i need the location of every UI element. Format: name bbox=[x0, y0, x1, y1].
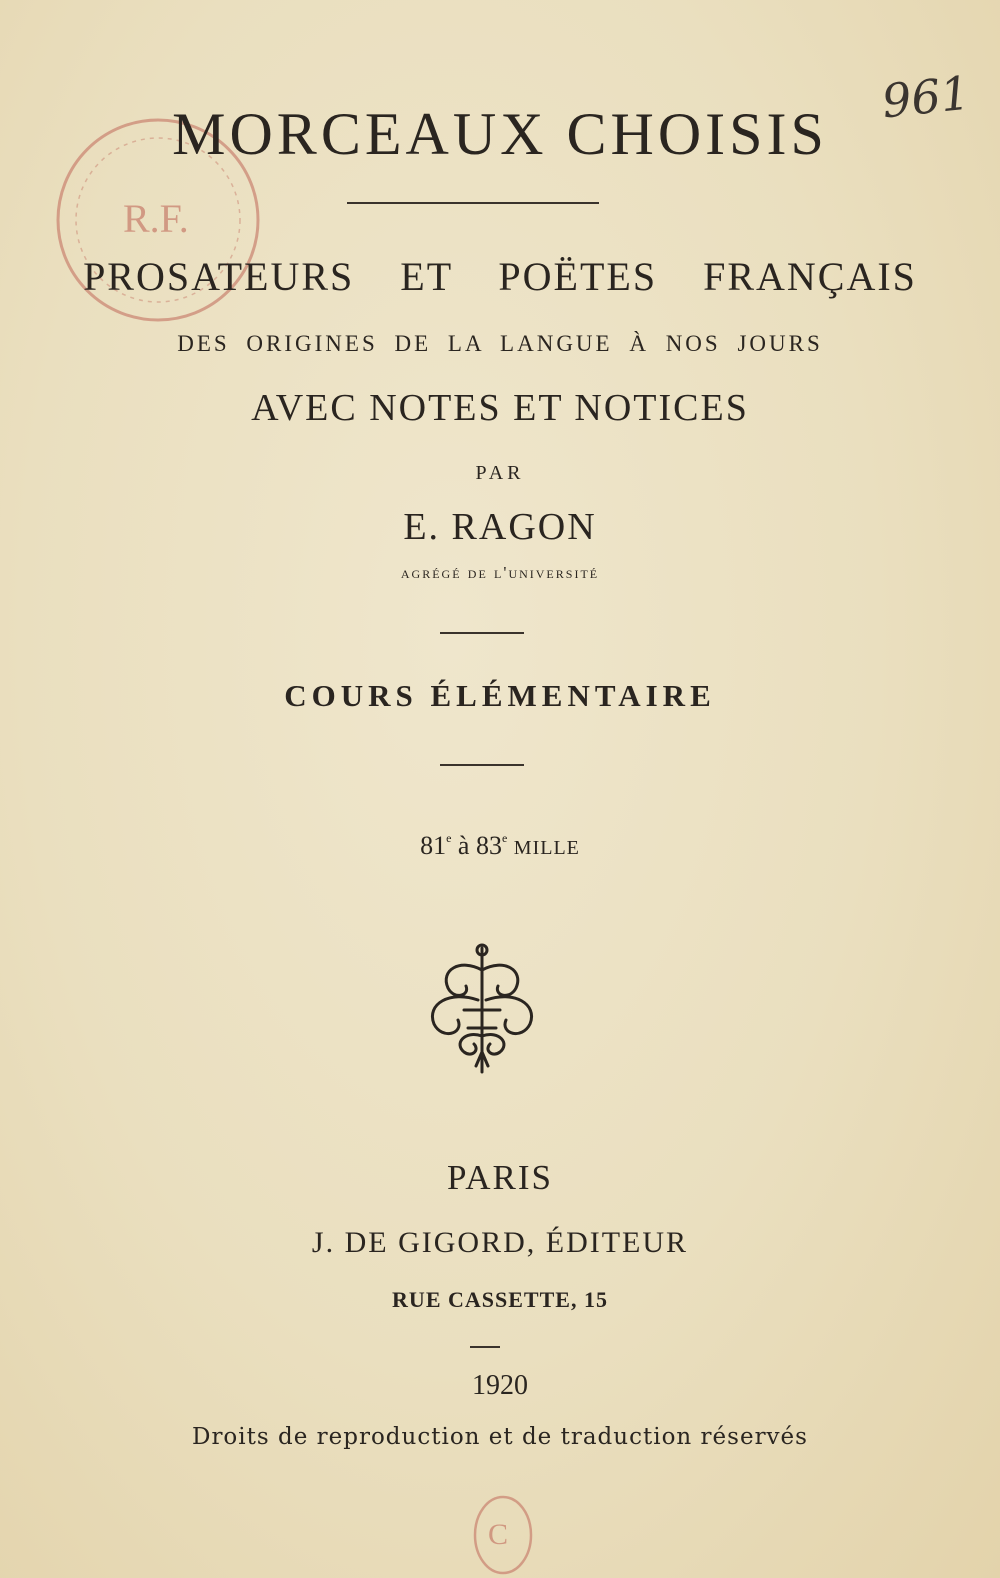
divider-rule bbox=[440, 632, 524, 634]
bottom-stamp bbox=[470, 1492, 536, 1578]
publisher-city: PARIS bbox=[447, 1158, 553, 1197]
book-title: MORCEAUX CHOISIS bbox=[172, 101, 828, 167]
publisher-address: RUE CASSETTE, 15 bbox=[392, 1287, 608, 1312]
edition-from-sup: e bbox=[446, 831, 452, 845]
by-label: PAR bbox=[475, 462, 525, 484]
fleuron-ornament bbox=[420, 940, 544, 1080]
subtitle-origins: DES ORIGINES DE LA LANGUE À NOS JOURS bbox=[177, 331, 823, 356]
divider-rule bbox=[440, 764, 524, 766]
edition-unit: MILLE bbox=[513, 837, 580, 859]
publisher-name: J. DE GIGORD, ÉDITEUR bbox=[311, 1226, 689, 1259]
svg-text:C: C bbox=[488, 1518, 509, 1551]
edition-connector: à bbox=[457, 831, 470, 860]
rights-notice: Droits de reproduction et de traduction réservés bbox=[192, 1424, 808, 1450]
author-name: E. RAGON bbox=[403, 506, 597, 548]
edition-to: 83 bbox=[475, 831, 502, 860]
publication-year: 1920 bbox=[472, 1370, 528, 1401]
subtitle-notes: AVEC NOTES ET NOTICES bbox=[251, 387, 749, 429]
divider-rule bbox=[347, 202, 599, 204]
handwritten-number: 961 bbox=[879, 65, 973, 129]
divider-rule bbox=[470, 1346, 500, 1348]
edition-count bbox=[0, 831, 1000, 861]
edition-to-sup: e bbox=[501, 831, 508, 845]
edition-from: 81 bbox=[420, 831, 447, 860]
author-title: agrégé de l'université bbox=[400, 563, 600, 582]
book-subtitle: PROSATEURS ET POËTES FRANÇAIS bbox=[83, 254, 917, 299]
svg-text:R.F.: R.F. bbox=[123, 196, 189, 241]
course-level: COURS ÉLÉMENTAIRE bbox=[284, 678, 716, 713]
